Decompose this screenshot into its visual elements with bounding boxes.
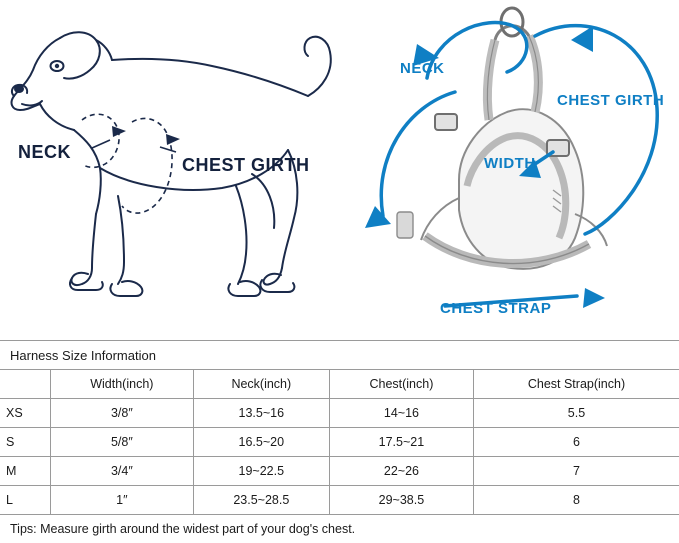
cell-neck: 23.5~28.5 xyxy=(193,486,329,515)
cell-neck: 13.5~16 xyxy=(193,399,329,428)
cell-chest: 17.5~21 xyxy=(329,428,473,457)
label-neck-left: NECK xyxy=(18,142,71,163)
cell-neck: 16.5~20 xyxy=(193,428,329,457)
cell-width: 1″ xyxy=(51,486,194,515)
label-chest-girth-left: CHEST GIRTH xyxy=(182,155,310,176)
label-chest-girth-right: CHEST GIRTH xyxy=(557,92,664,109)
cell-chest-strap: 8 xyxy=(473,486,679,515)
header-chest: Chest(inch) xyxy=(329,370,473,399)
cell-size: XS xyxy=(0,399,51,428)
table-tips-row xyxy=(0,515,679,543)
header-neck: Neck(inch) xyxy=(193,370,329,399)
table-row xyxy=(0,486,679,515)
label-width: WIDTH xyxy=(484,155,536,172)
table-title-row xyxy=(0,341,679,370)
header-chest-strap: Chest Strap(inch) xyxy=(473,370,679,399)
cell-width: 5/8″ xyxy=(51,428,194,457)
cell-chest-strap: 7 xyxy=(473,457,679,486)
label-chest-strap: CHEST STRAP xyxy=(440,300,551,317)
cell-chest: 14~16 xyxy=(329,399,473,428)
header-size xyxy=(0,370,51,399)
cell-chest: 29~38.5 xyxy=(329,486,473,515)
cell-size: M xyxy=(0,457,51,486)
size-table xyxy=(0,341,679,543)
cell-size: S xyxy=(0,428,51,457)
cell-chest: 22~26 xyxy=(329,457,473,486)
table-header-row xyxy=(0,370,679,399)
table-row xyxy=(0,428,679,457)
cell-chest-strap: 6 xyxy=(473,428,679,457)
table-title: Harness Size Information xyxy=(0,341,679,370)
cell-width: 3/4″ xyxy=(51,457,194,486)
header-width: Width(inch) xyxy=(51,370,194,399)
size-table-wrapper xyxy=(0,340,679,507)
table-tips: Tips: Measure girth around the widest part of your dog's chest. xyxy=(0,515,679,543)
cell-width: 3/8″ xyxy=(51,399,194,428)
table-row xyxy=(0,457,679,486)
table-row xyxy=(0,399,679,428)
cell-size: L xyxy=(0,486,51,515)
label-neck-right: NECK xyxy=(400,60,445,77)
cell-chest-strap: 5.5 xyxy=(473,399,679,428)
cell-neck: 19~22.5 xyxy=(193,457,329,486)
